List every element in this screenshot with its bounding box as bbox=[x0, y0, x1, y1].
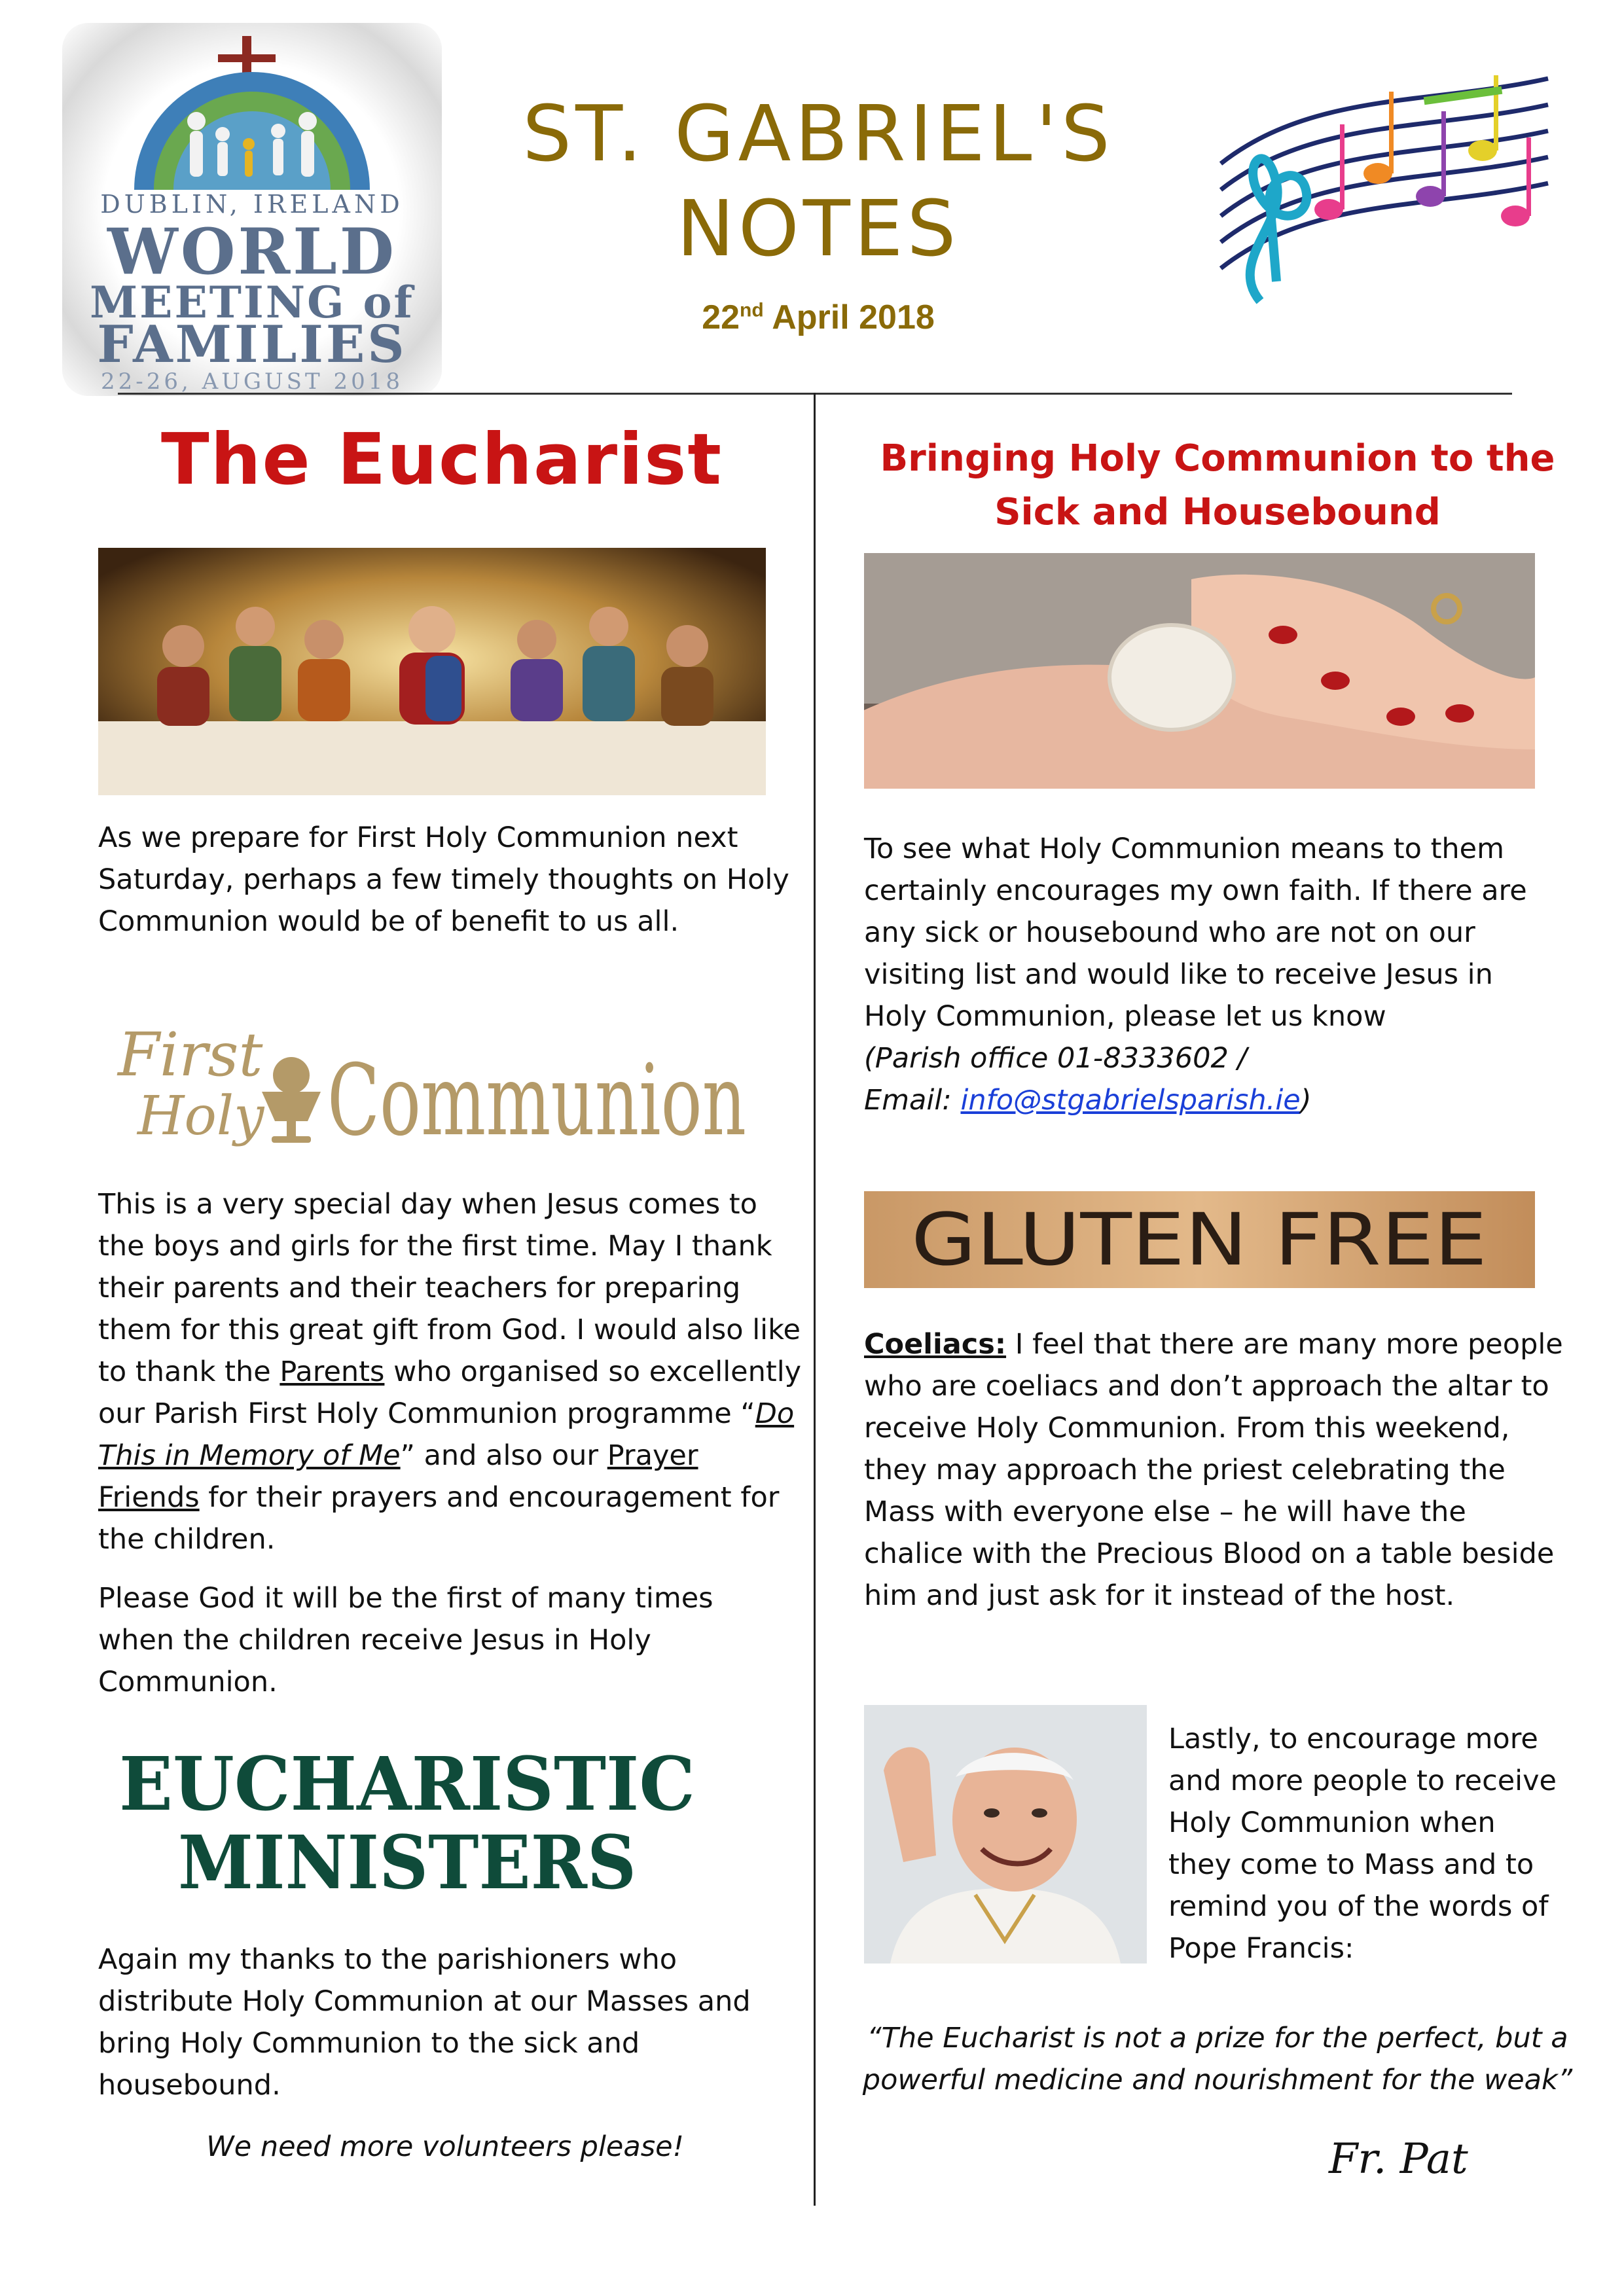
parents-underlined: Parents bbox=[280, 1355, 385, 1388]
world-meeting-of-families-logo bbox=[62, 23, 442, 396]
please-god-paragraph: Please God it will be the first of many times when the children receive Jesus in Holy Communion. bbox=[98, 1582, 713, 1698]
fhc-word-holy: Holy bbox=[137, 1085, 264, 1147]
newsletter-subtitle: NOTES bbox=[676, 183, 960, 274]
parish-office-contact: (Parish office 01-8333602 / bbox=[864, 1042, 1247, 1075]
first-communion-paragraph bbox=[98, 1183, 805, 1560]
logo-city-text: DUBLIN, IRELAND bbox=[100, 190, 404, 219]
signature: Fr. Pat bbox=[1329, 2135, 1468, 2183]
newsletter-title: ST. GABRIEL'S bbox=[522, 88, 1114, 179]
gluten-free-text: GLUTEN FREE bbox=[911, 1198, 1487, 1282]
intro-paragraph: As we prepare for First Holy Communion next Saturday, perhaps a few timely thoughts on Holy Communion would be of benefit to us all. bbox=[98, 821, 789, 938]
visiting-list-paragraph bbox=[864, 828, 1558, 1121]
logo-meeting-text: MEETING of bbox=[90, 277, 414, 328]
coeliacs-paragraph bbox=[864, 1323, 1571, 1617]
column-divider bbox=[814, 393, 816, 2206]
chalice-icon bbox=[262, 1057, 321, 1143]
parish-email-link[interactable]: info@stgabrielsparish.ie bbox=[960, 1084, 1301, 1117]
date-suffix: nd bbox=[740, 299, 764, 321]
issue-date bbox=[458, 298, 1178, 337]
last-supper-image bbox=[98, 548, 766, 795]
pope-francis-image bbox=[864, 1705, 1147, 1964]
sick-housebound-heading: Bringing Holy Communion to the Sick and Housebound bbox=[880, 437, 1555, 533]
first-holy-communion-banner bbox=[98, 1013, 759, 1151]
logo-families-text: FAMILIES bbox=[97, 315, 407, 374]
date-day: 22 bbox=[702, 298, 740, 336]
em-line-2: MINISTERS bbox=[178, 1820, 636, 1906]
logo-world-text: WORLD bbox=[107, 215, 397, 289]
thanks-parishioners-paragraph: Again my thanks to the parishioners who distribute Holy Communion at our Masses and bring Holy Communion to the sick and housebound. bbox=[98, 1943, 751, 2102]
para-first-text-1: This is a very special day when Jesus comes to the boys and girls for the first time. May I thank their parents and their teachers for preparing them for this great gift from God. I would also like to thank the bbox=[98, 1188, 801, 1388]
coeliacs-label: Coeliacs: bbox=[864, 1328, 1007, 1361]
para-first-text-2: who organised so excellently our Parish First Holy Communion programme “ bbox=[98, 1355, 802, 1430]
coeliacs-text: I feel that there are many more people who are coeliacs and don’t approach the altar to receive Holy Communion. From this weekend, they may approach the priest celebrating the Mass with everyone else – he will have the chalice with the Precious Blood on a table beside him and just ask for it instead of the host. bbox=[864, 1328, 1563, 1612]
prayer-friends-underlined: Prayer Friends bbox=[98, 1439, 698, 1514]
lastly-paragraph: Lastly, to encourage more and more people to receive Holy Communion when they come to Mass and to remind you of the words of Pope Francis: bbox=[1168, 1723, 1557, 1965]
para-first-text-4: for their prayers and encouragement for the children. bbox=[98, 1481, 780, 1556]
programme-name-underlined: Do This in Memory of Me bbox=[98, 1397, 795, 1472]
visiting-list-text: To see what Holy Communion means to them certainly encourages my own faith. If there are any sick or housebound who are not on our visiting list and would like to receive Jesus in Holy Communion, please let us know bbox=[864, 833, 1527, 1033]
eucharistic-ministers-banner bbox=[98, 1731, 717, 1914]
pope-francis-quote: “The Eucharist is not a prize for the perfect, but a powerful medicine and nourishment for the weak” bbox=[862, 2022, 1573, 2096]
volunteers-appeal: We need more volunteers please! bbox=[206, 2130, 684, 2163]
contact-close-paren: ) bbox=[1300, 1084, 1312, 1117]
em-line-1: EUCHARISTIC bbox=[119, 1742, 695, 1827]
communion-hands-image bbox=[864, 553, 1535, 789]
gluten-free-banner bbox=[864, 1191, 1535, 1288]
email-label: Email: bbox=[864, 1084, 961, 1117]
fhc-word-communion: Communion bbox=[327, 1044, 746, 1151]
music-notes-icon bbox=[1214, 65, 1555, 321]
para-first-text-3: ” and also our bbox=[400, 1439, 607, 1472]
logo-dates-text: 22-26, AUGUST 2018 bbox=[101, 368, 403, 395]
fhc-word-first: First bbox=[118, 1020, 263, 1090]
date-month-year: April 2018 bbox=[772, 298, 935, 336]
eucharist-heading: The Eucharist bbox=[160, 419, 723, 501]
